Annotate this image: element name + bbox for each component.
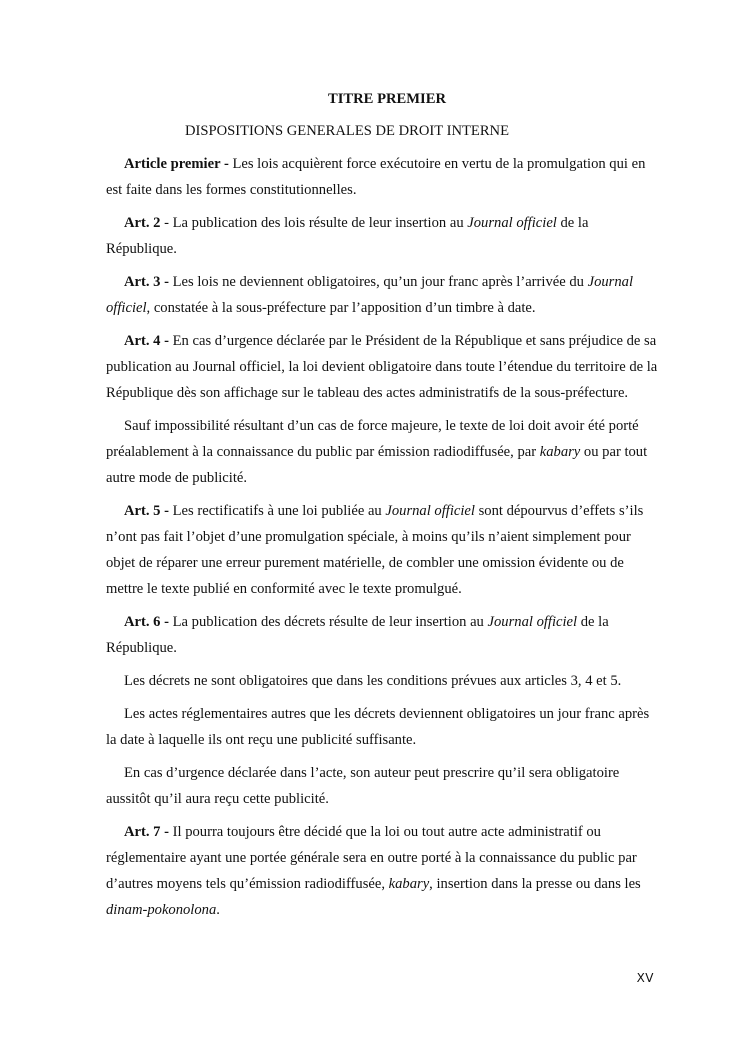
article-text: , insertion dans la presse ou dans les	[429, 876, 641, 892]
article-label: Article premier -	[124, 156, 229, 172]
article-label: Art. 3 -	[124, 274, 169, 290]
article-label: Art. 4 -	[124, 333, 169, 349]
article-text: de la République.	[106, 614, 609, 656]
article-text: de la République.	[106, 215, 589, 257]
article-text: La publication des décrets résulte de leur insertion au	[168, 614, 488, 630]
document-title: TITRE PREMIER	[328, 91, 446, 107]
article-paragraph	[106, 269, 658, 321]
article-text: - La publication des lois résulte de leur insertion au	[160, 215, 468, 231]
article-text: .	[216, 902, 220, 918]
article-paragraph	[106, 609, 658, 661]
document-subtitle: DISPOSITIONS GENERALES DE DROIT INTERNE	[184, 123, 510, 139]
article-paragraph	[106, 328, 658, 406]
article-text: sont dépourvus d’effets s’ils n’ont pas fait l’objet d’une promulgation spéciale, à moins qu’ils n’aient simplement pour objet de réparer une erreur purement matérielle, de combler une omission évidente ou de mettre le texte publié en conformité avec le texte promulgué.	[106, 503, 644, 597]
article-text: En cas d’urgence déclarée dans l’acte, son auteur peut prescrire qu’il sera obligatoire aussitôt qu’il aura reçu cette publicité.	[106, 765, 620, 807]
article-text: Les rectificatifs à une loi publiée au	[168, 503, 386, 519]
article-label: Art. 6 -	[124, 614, 169, 630]
article-paragraph	[106, 151, 658, 203]
article-text: Il pourra toujours être décidé que la loi ou tout autre acte administratif ou réglementaire ayant une portée générale sera en outre porté à la connaissance du public par d’autres moyens tels qu’émission radiodiffusée,	[106, 824, 637, 892]
italic-text: Journal officiel	[467, 215, 557, 231]
article-text: Sauf impossibilité résultant d’un cas de force majeure, le texte de loi doit avoir été porté préalablement à la connaissance du public par émission radiodiffusée, par	[106, 418, 639, 460]
article-text: ou par tout autre mode de publicité.	[106, 444, 648, 486]
article-text: Les lois acquièrent force exécutoire en vertu de la promulgation qui en est faite dans les formes constitutionnelles.	[106, 156, 646, 198]
paragraph	[106, 668, 658, 694]
article-paragraph	[106, 819, 658, 923]
article-text: Les décrets ne sont obligatoires que dans les conditions prévues aux articles 3, 4 et 5.	[124, 673, 622, 689]
article-paragraph	[106, 210, 658, 262]
italic-text: Journal officiel	[385, 503, 475, 519]
page-number: XV	[636, 971, 654, 985]
article-text: En cas d’urgence déclarée par le Président de la République et sans préjudice de sa publication au Journal officiel, la loi devient obligatoire dans toute l’étendue du territoire de la République dès son affichage sur le tableau des actes administratifs de la sous-préfecture.	[106, 333, 658, 401]
article-label: Art. 2	[124, 215, 161, 231]
paragraph	[106, 701, 658, 753]
italic-text: Journal officiel	[106, 274, 634, 316]
paragraph	[106, 413, 658, 491]
document-page	[106, 86, 658, 930]
article-paragraph	[106, 498, 658, 602]
articles-container	[106, 151, 658, 923]
italic-text: kabary	[539, 444, 581, 460]
article-text: Les actes réglementaires autres que les décrets deviennent obligatoires un jour franc après la date à laquelle ils ont reçu une publicité suffisante.	[106, 706, 650, 748]
italic-text: kabary	[388, 876, 430, 892]
article-label: Art. 7 -	[124, 824, 169, 840]
paragraph	[106, 760, 658, 812]
italic-text: dinam-pokonolona	[106, 902, 217, 918]
article-label: Art. 5 -	[124, 503, 169, 519]
italic-text: Journal officiel	[487, 614, 578, 630]
article-text: Les lois ne deviennent obligatoires, qu’un jour franc après l’arrivée du	[168, 274, 588, 290]
article-text: , constatée à la sous-préfecture par l’apposition d’un timbre à date.	[146, 300, 536, 316]
